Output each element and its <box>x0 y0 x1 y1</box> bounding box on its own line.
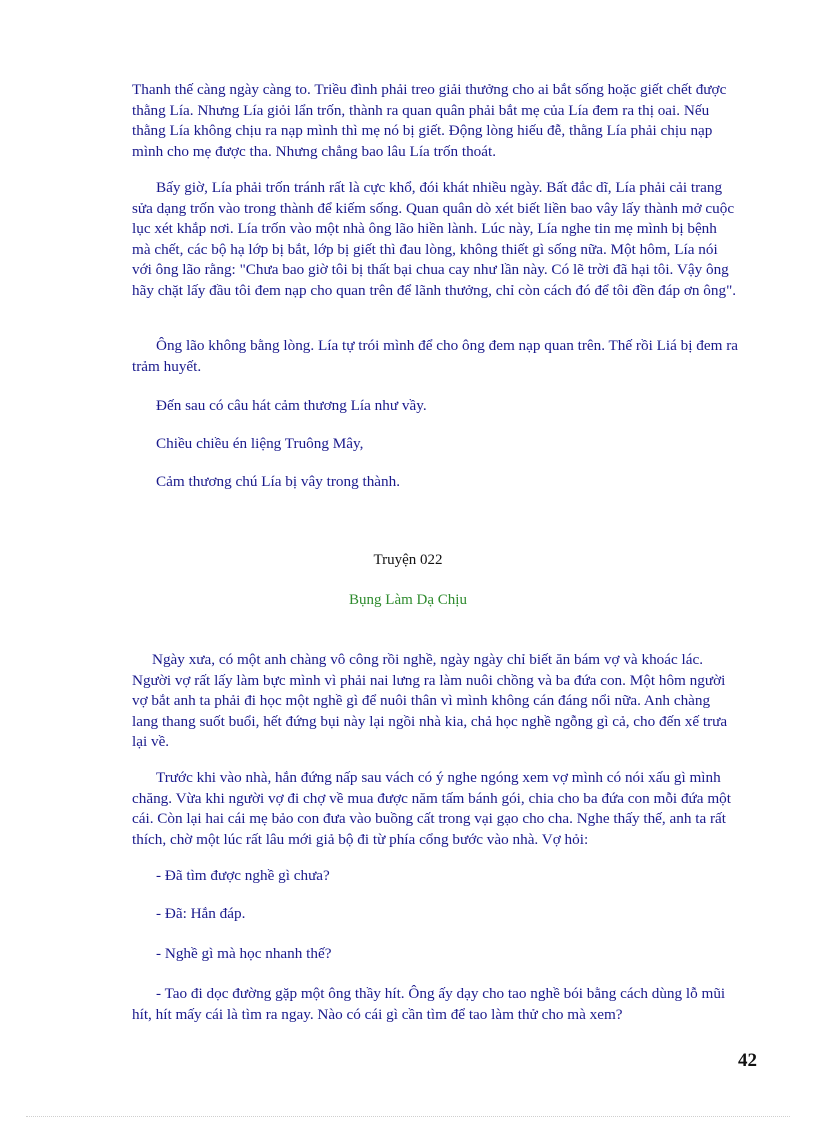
dialog-line-3: - Nghề gì mà học nhanh thế? <box>156 945 332 962</box>
footer-divider <box>26 1116 790 1117</box>
verse-line-1: Chiều chiều én liệng Truông Mây, <box>156 435 364 452</box>
page-number: 42 <box>738 1050 757 1071</box>
dialog-line-2: - Đã: Hắn đáp. <box>156 905 246 922</box>
paragraph-7: Ngày xưa, có một anh chàng vô công rồi nghề, ngày ngày chỉ biết ăn bám vợ và khoác lác. Người vợ rất lấy làm bực mình vì phải nai lưng ra làm nuôi chồng và ba đứa con. Một hôm người vợ bắt anh ta phải đi học một nghề gì để nuôi thân vì mình không cán đáng nổi nữa. Anh chàng lang thang suốt buổi, hết đứng bụi này lại ngồi nhà kia, chả học nghề ngỗng gì cả, cho đến xế trưa lại về. <box>132 651 728 750</box>
paragraph-1: Thanh thế càng ngày càng to. Triều đình phải treo giải thưởng cho ai bắt sống hoặc giết chết được thằng Lía. Nhưng Lía giỏi lẩn trốn, thành ra quan quân phải bắt mẹ của Lía đem ra thị oai. Nếu thằng Lía không chịu ra nạp mình thì mẹ nó bị giết. Động lòng hiếu đễ, thằng Lía phải chịu nạp mình cho mẹ được tha. Nhưng chẳng bao lâu Lía trốn thoát. <box>132 81 727 160</box>
story-number-heading: Truyện 022 <box>373 552 443 568</box>
paragraph-4: Đến sau có câu hát cảm thương Lía như vầy. <box>156 397 427 414</box>
story-title-heading: Bụng Làm Dạ Chịu <box>349 592 467 608</box>
verse-line-2: Cảm thương chú Lía bị vây trong thành. <box>156 473 401 490</box>
dialog-line-4: - Tao đi dọc đường gặp một ông thầy hít. Ông ấy dạy cho tao nghề bói bằng cách dùng lỗ mũi hít, hít mấy cái là tìm ra ngay. Nào có cái gì cần tìm để tao làm thử cho mà xem? <box>132 985 726 1023</box>
paragraph-2: Bấy giờ, Lía phải trốn tránh rất là cực khổ, đói khát nhiều ngày. Bất đắc dĩ, Lía phải cải trang sửa dạng trốn vào trong thành để kiếm sống. Quan quân dò xét biết liền bao vây lấy thành mở cuộc lục xét khắp nơi. Lía trốn vào một nhà ông lão hiền lành. Lúc này, Lía nghe tin mẹ mình bị bệnh mà chết, các bộ hạ lớp bị bắt, lớp bị giết thì đau lòng, không thiết gì sống nữa. Một hôm, Lía nói với ông lão rằng: "Chưa bao giờ tôi bị thất bại chua cay như lần này. Có lẽ trời đã hại tôi. Vậy ông hãy chặt lấy đầu tôi đem nạp cho quan trên để lãnh thưởng, chỉ còn cách đó để tôi đền đáp ơn ông". <box>132 179 737 299</box>
dialog-line-1: - Đã tìm được nghề gì chưa? <box>156 867 330 884</box>
paragraph-3: Ông lão không bằng lòng. Lía tự trói mình để cho ông đem nạp quan trên. Thế rồi Liá bị đem ra trảm huyết. <box>132 337 738 375</box>
paragraph-8: Trước khi vào nhà, hắn đứng nấp sau vách có ý nghe ngóng xem vợ mình có nói xấu gì mình chăng. Vừa khi người vợ đi chợ về mua được năm tấm bánh gói, chia cho ba đứa con mỗi đứa một cái. Còn lại hai cái mẹ bảo con đưa vào buồng cất trong vại gạo cho cha. Nghe thấy thế, anh ta rất thích, chờ một lúc rất lâu mới giả bộ đi từ phía cổng bước vào nhà. Vợ hỏi: <box>132 769 731 848</box>
